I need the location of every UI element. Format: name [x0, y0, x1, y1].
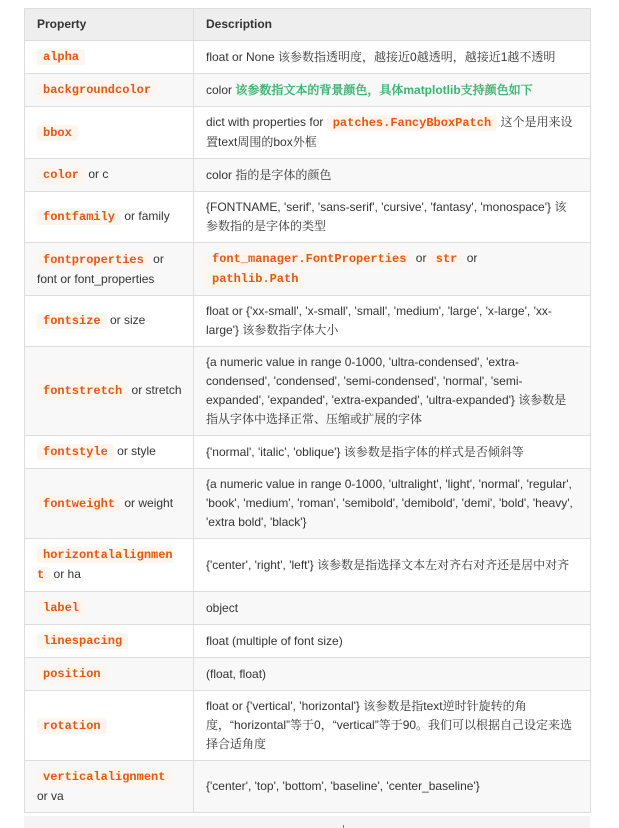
description-cell [194, 107, 591, 159]
header-description: Description [194, 9, 591, 41]
table-header-row [25, 9, 591, 41]
property-cell [25, 107, 194, 159]
property-name: fontsize [37, 313, 107, 329]
table-row [25, 658, 591, 691]
description-text: or [463, 251, 478, 265]
property-name: color [37, 167, 85, 183]
description-cell: {'normal', 'italic', 'oblique'} 该参数是指字体的样式是否倾斜等 [194, 436, 591, 469]
property-alias: or ha [50, 567, 81, 581]
property-alias: or va [37, 789, 64, 803]
description-cell: {'center', 'top', 'bottom', 'baseline', 'center_baseline'} [194, 761, 591, 813]
table-row [25, 41, 591, 74]
property-cell [25, 625, 194, 658]
property-name: fontproperties [37, 252, 150, 268]
description-cell: color 指的是字体的颜色 [194, 159, 591, 192]
description-highlight: 该参数指文本的背景颜色，具体matplotlib支持颜色如下 [235, 82, 533, 97]
description-cell: (float, float) [194, 658, 591, 691]
table-row [25, 761, 591, 813]
description-cell: {FONTNAME, 'serif', 'sans-serif', 'cursive', 'fantasy', 'monospace'} 该参数指的是字体的类型 [194, 192, 591, 243]
property-cell [25, 539, 194, 592]
property-cell [25, 658, 194, 691]
inline-code: str [430, 251, 464, 267]
description-text: dict with properties for [206, 115, 327, 129]
table-row [25, 107, 591, 159]
property-cell [25, 347, 194, 436]
property-name: horizontalalignment [37, 548, 173, 582]
table-row [25, 539, 591, 592]
description-cell: float or {'vertical', 'horizontal'} 该参数是指text逆时针旋转的角度，“horizontal”等于0，“vertical”等于90。我们可以根据自己设定来选择合适角度 [194, 691, 591, 761]
table-row [25, 436, 591, 469]
property-name: bbox [37, 125, 78, 141]
table-row [25, 296, 591, 347]
property-alias: or font or font_properties [37, 251, 164, 286]
description-cell: float (multiple of font size) [194, 625, 591, 658]
inline-code: pathlib.Path [206, 271, 304, 287]
property-name: fontweight [37, 496, 121, 512]
property-cell [25, 74, 194, 107]
description-text: color [206, 82, 236, 97]
property-cell [25, 41, 194, 74]
property-cell [25, 469, 194, 539]
description-cell [194, 243, 591, 296]
properties-table-wrapper [24, 8, 590, 813]
property-name: position [37, 666, 107, 682]
property-name: linespacing [37, 633, 128, 649]
property-name: fontfamily [37, 209, 121, 225]
description-cell: {a numeric value in range 0-1000, 'ultra-condensed', 'extra-condensed', 'condensed', 'semi-condensed', 'normal', 'semi-expanded', 'expanded', 'extra-expanded', 'ultra-expanded'} 该参数是指从字体中选择正常、压缩或扩展的字体 [194, 347, 591, 436]
property-cell [25, 592, 194, 625]
property-cell [25, 192, 194, 243]
property-cell [25, 243, 194, 296]
property-cell [25, 436, 194, 469]
property-name: fontstyle [37, 444, 114, 460]
property-name: label [37, 600, 85, 616]
description-cell: float or {'xx-small', 'x-small', 'small', 'medium', 'large', 'x-large', 'xx-large'} 该参数指字体大小 [194, 296, 591, 347]
property-alias: or weight [121, 495, 174, 510]
text-properties-table [24, 8, 591, 813]
table-row [25, 592, 591, 625]
table-row [25, 74, 591, 107]
description-cell: float or None 该参数指透明度，越接近0越透明，越接近1越不透明 [194, 41, 591, 74]
property-name: verticalalignment [37, 769, 171, 785]
property-alias: or family [121, 209, 170, 223]
table-row [25, 347, 591, 436]
description-cell: {a numeric value in range 0-1000, 'ultralight', 'light', 'normal', 'regular', 'book', 'medium', 'roman', 'semibold', 'demibold', 'demi', 'bold', 'heavy', 'extra bold', 'black'} [194, 469, 591, 539]
table-row [25, 625, 591, 658]
next-block-edge [24, 816, 590, 828]
table-row [25, 469, 591, 539]
table-row [25, 691, 591, 761]
property-alias: or style [113, 444, 156, 458]
description-cell: object [194, 592, 591, 625]
inline-code: patches.FancyBboxPatch [327, 115, 497, 131]
property-cell [25, 761, 194, 813]
property-alias: or size [106, 313, 146, 327]
inline-code: font_manager.FontProperties [206, 251, 412, 267]
table-row [25, 243, 591, 296]
description-text: 这个是用来设置text周围的box外框 [206, 115, 573, 149]
property-cell [25, 296, 194, 347]
property-alias: or stretch [128, 383, 182, 397]
table-row [25, 159, 591, 192]
property-name: alpha [37, 49, 85, 65]
property-name: backgroundcolor [37, 82, 157, 98]
description-cell: {'center', 'right', 'left'} 该参数是指选择文本左对齐右对齐还是居中对齐 [194, 539, 591, 592]
description-cell [194, 74, 591, 107]
header-property: Property [25, 9, 194, 41]
table-row [25, 192, 591, 243]
property-name: rotation [37, 718, 107, 734]
property-alias: or c [85, 167, 109, 181]
description-text: or [412, 251, 430, 265]
property-cell [25, 691, 194, 761]
property-name: fontstretch [37, 383, 128, 399]
property-cell [25, 159, 194, 192]
